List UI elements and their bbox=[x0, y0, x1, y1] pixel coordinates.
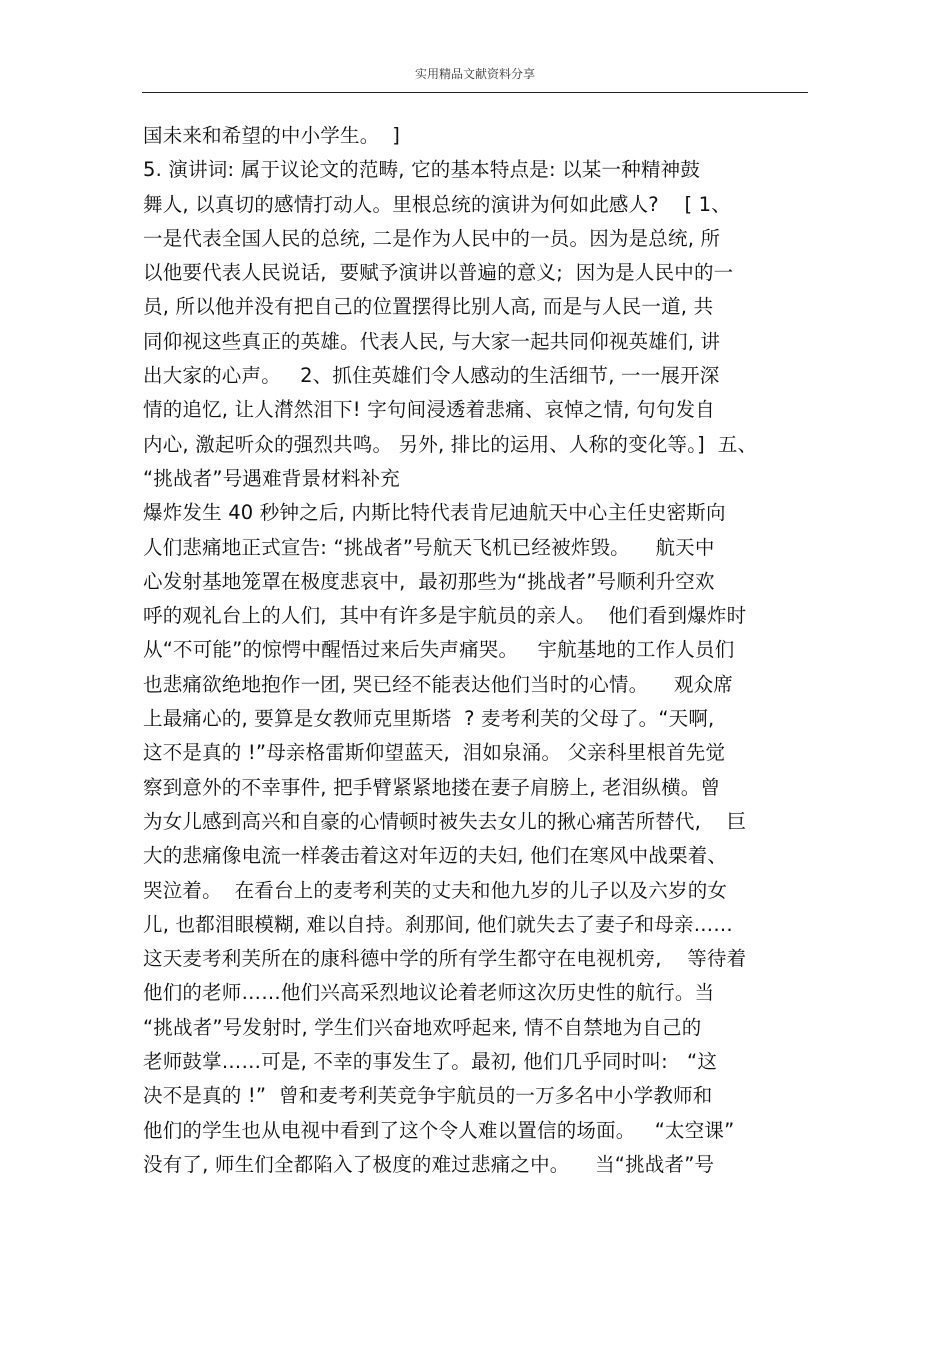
text-line: 他们的老师……他们兴高采烈地议论着老师这次历史性的航行。当 bbox=[143, 981, 715, 1005]
text-line: 以他要代表人民说话, 要赋予演讲以普遍的意义; 因为是人民中的一 bbox=[143, 261, 734, 285]
text-line: 国未来和希望的中小学生。 ] bbox=[143, 124, 401, 147]
text-line: 人们悲痛地正式宣告: “挑战者”号航天飞机已经被炸毁。 航天中 bbox=[143, 535, 715, 559]
text-line: 从“不可能”的惊愕中醒悟过来后失声痛哭。 宇航基地的工作人员们 bbox=[143, 638, 735, 662]
header-title: 实用精品文献资料分享 bbox=[414, 67, 535, 81]
page-header bbox=[142, 62, 808, 93]
text-line: 5. 演讲词: 属于议论文的范畴, 它的基本特点是: 以某一种精神鼓 bbox=[143, 158, 701, 182]
text-line: 情的追忆, 让人潸然泪下! 字句间浸透着悲痛、哀悼之情, 句句发自 bbox=[143, 398, 715, 422]
text-line: 他们的学生也从电视中看到了这个令人难以置信的场面。 “太空课” bbox=[143, 1118, 735, 1142]
text-line: 一是代表全国人民的总统, 二是作为人民中的一员。因为是总统, 所 bbox=[143, 226, 721, 250]
text-line: “挑战者”号发射时, 学生们兴奋地欢呼起来, 情不自禁地为自己的 bbox=[143, 1015, 702, 1039]
text-line: 内心, 激起听众的强烈共鸣。 另外, 排比的运用、人称的变化等。] 五、 bbox=[143, 432, 758, 456]
document-body bbox=[143, 119, 823, 1182]
text-line: 大的悲痛像电流一样袭击着这对年迈的夫妇, 他们在寒风中战栗着、 bbox=[143, 844, 728, 868]
text-line: 为女儿感到高兴和自豪的心情顿时被失去女儿的揪心痛苦所替代, 巨 bbox=[143, 809, 747, 833]
text-line: 爆炸发生 40 秒钟之后, 内斯比特代表肯尼迪航天中心主任史密斯向 bbox=[143, 501, 726, 525]
text-line: 员, 所以他并没有把自己的位置摆得比别人高, 而是与人民一道, 共 bbox=[143, 295, 714, 319]
text-line: 这不是真的 !”母亲格雷斯仰望蓝天, 泪如泉涌。 父亲科里根首先觉 bbox=[143, 741, 726, 765]
text-line: 老师鼓掌……可是, 不幸的事发生了。最初, 他们几乎同时叫: “这 bbox=[143, 1050, 718, 1074]
text-line: 出大家的心声。 2、抓住英雄们令人感动的生活细节, 一一展开深 bbox=[143, 364, 720, 388]
section-heading: “挑战者”号遇难背景材料补充 bbox=[143, 466, 401, 490]
text-line: 呼的观礼台上的人们, 其中有许多是宇航员的亲人。 他们看到爆炸时 bbox=[143, 604, 747, 628]
text-line: 察到意外的不幸事件, 把手臂紧紧地搂在妻子肩膀上, 老泪纵横。曾 bbox=[143, 775, 721, 799]
text-line: 舞人, 以真切的感情打动人。里根总统的演讲为何如此感人? [ 1、 bbox=[143, 192, 731, 216]
text-line: 儿, 也都泪眼模糊, 难以自持。刹那间, 他们就失去了妻子和母亲…… bbox=[143, 912, 733, 936]
text-line: 同仰视这些真正的英雄。代表人民, 与大家一起共同仰视英雄们, 讲 bbox=[143, 329, 721, 353]
text-line: 哭泣着。 在看台上的麦考利芙的丈夫和他九岁的儿子以及六岁的女 bbox=[143, 878, 728, 902]
text-line: 上最痛心的, 要算是女教师克里斯塔 ? 麦考利芙的父母了。“天啊, bbox=[143, 707, 715, 731]
text-line: 心发射基地笼罩在极度悲哀中, 最初那些为“挑战者”号顺利升空欢 bbox=[143, 569, 715, 593]
text-line: 没有了, 师生们全都陷入了极度的难过悲痛之中。 当“挑战者”号 bbox=[143, 1152, 715, 1176]
text-line: 决不是真的 !” 曾和麦考利芙竞争宇航员的一万多名中小学教师和 bbox=[143, 1084, 713, 1108]
text-line: 这天麦考利芙所在的康科德中学的所有学生都守在电视机旁, 等待着 bbox=[143, 947, 747, 971]
text-line: 也悲痛欲绝地抱作一团, 哭已经不能表达他们当时的心情。 观众席 bbox=[143, 672, 733, 696]
